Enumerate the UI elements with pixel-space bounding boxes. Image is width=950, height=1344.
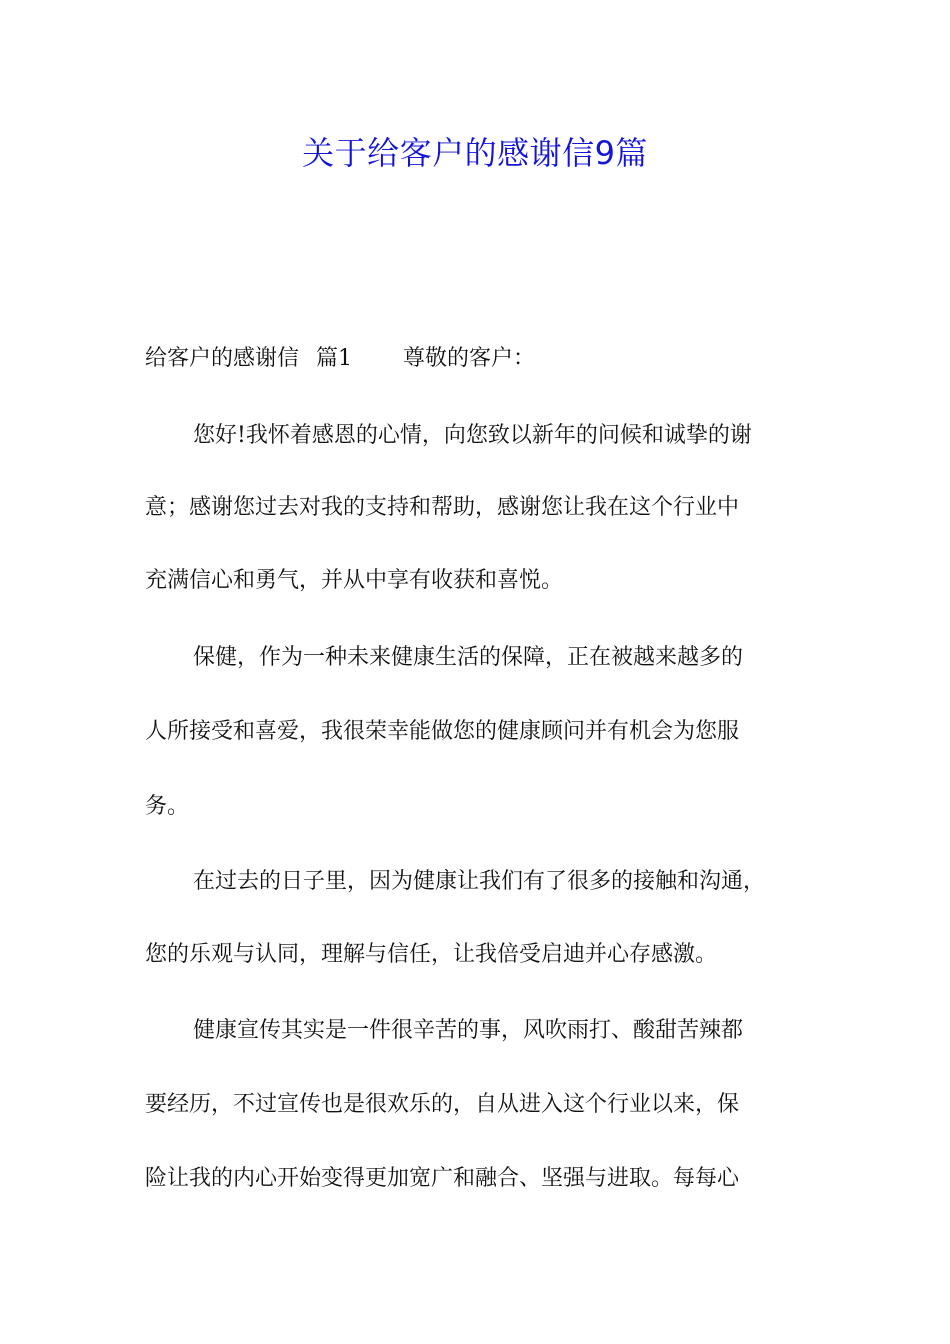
paragraph-line: 险让我的内心开始变得更加宽广和融合、坚强与进取。每每心 <box>145 1166 740 1191</box>
paragraph-line: 保健，作为一种未来健康生活的保障，正在被越来越多的 <box>193 645 744 670</box>
salutation: 尊敬的客户： <box>403 346 536 371</box>
paragraph-line: 人所接受和喜爱，我很荣幸能做您的健康顾问并有机会为您服 <box>145 719 740 744</box>
paragraph-line: 在过去的日子里，因为健康让我们有了很多的接触和沟通， <box>193 869 766 894</box>
paragraph-line: 您好!我怀着感恩的心情，向您致以新年的问候和诚挚的谢 <box>193 423 752 448</box>
paragraph-line: 健康宣传其实是一件很辛苦的事，风吹雨打、酸甜苦辣都 <box>193 1018 744 1043</box>
paragraph-line: 务。 <box>145 794 190 819</box>
document-title: 关于给客户的感谢信9篇 <box>302 134 648 172</box>
paragraph-line: 充满信心和勇气，并从中享有收获和喜悦。 <box>145 568 564 593</box>
paragraph-line: 您的乐观与认同，理解与信任，让我倍受启迪并心存感激。 <box>145 942 718 967</box>
paragraph-line: 意；感谢您过去对我的支持和帮助，感谢您让我在这个行业中 <box>145 495 740 520</box>
section-label: 给客户的感谢信 <box>145 346 300 371</box>
section-number: 篇1 <box>316 346 353 371</box>
heading-line <box>145 344 815 374</box>
paragraph-line: 要经历，不过宣传也是很欢乐的，自从进入这个行业以来，保 <box>145 1092 740 1117</box>
